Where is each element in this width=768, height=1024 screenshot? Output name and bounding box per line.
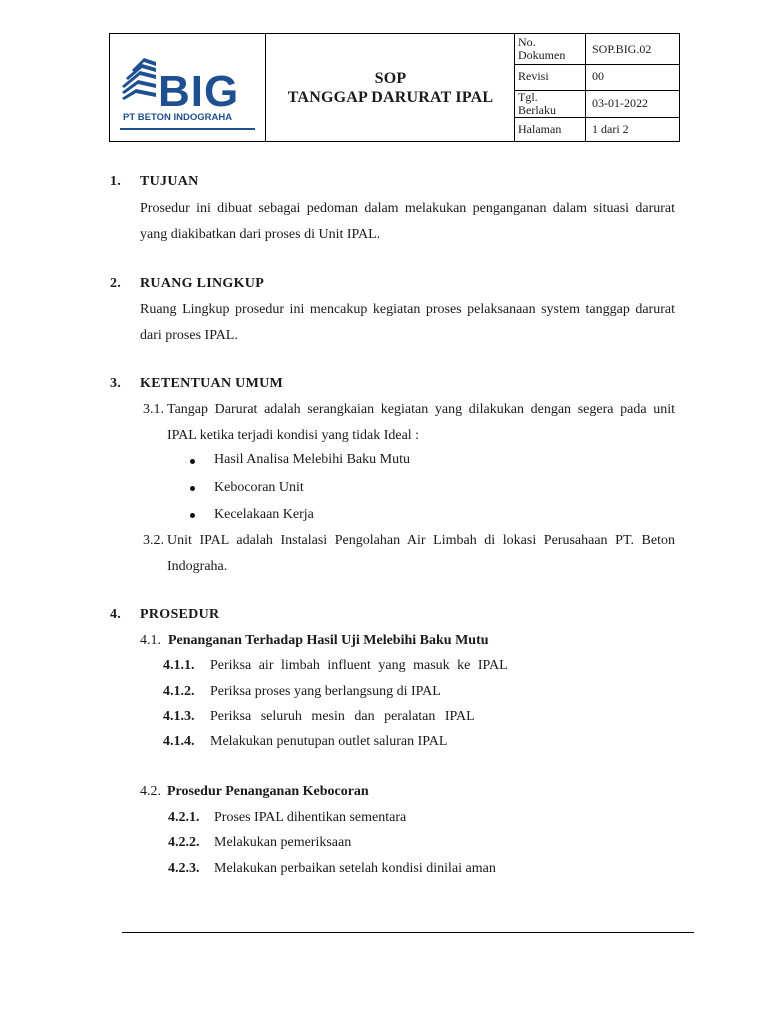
step-text: Periksa air limbah influent yang masuk ke IPAL bbox=[210, 658, 508, 673]
meta-label-tgl-berlaku: Tgl. Berlaku bbox=[518, 90, 556, 117]
big-logo-icon bbox=[110, 34, 265, 141]
section-number: 3. bbox=[110, 376, 122, 391]
section-title: PROSEDUR bbox=[140, 607, 220, 622]
meta-value-no-dokumen: SOP.BIG.02 bbox=[592, 42, 652, 56]
logo-subtext: PT BETON INDOGRAHA bbox=[123, 112, 233, 123]
item-number: 3.2. bbox=[143, 533, 164, 548]
header-row-divider bbox=[514, 64, 679, 65]
section-title: RUANG LINGKUP bbox=[140, 276, 265, 291]
bullet-item: Kebocoran Unit bbox=[214, 480, 304, 495]
section-2-text: Ruang Lingkup prosedur ini mencakup kegiatan proses pelaksanaan system tanggap darurat dari proses IPAL. bbox=[140, 302, 675, 343]
section-number: 1. bbox=[110, 174, 122, 189]
step-text: Melakukan perbaikan setelah kondisi dinilai aman bbox=[214, 861, 496, 876]
section-number: 4. bbox=[110, 607, 122, 622]
step-number: 4.2.2. bbox=[168, 835, 200, 850]
title-line-2: TANGGAP DARURAT IPAL bbox=[287, 88, 494, 106]
item-3-2-text: Unit IPAL adalah Instalasi Pengolahan Air Limbah di lokasi Perusahaan PT. Beton Indograha. bbox=[167, 533, 675, 574]
document-header-table bbox=[109, 33, 680, 142]
company-logo bbox=[110, 34, 265, 141]
subsection-number: 4.1. bbox=[140, 633, 161, 648]
item-number: 3.1. bbox=[143, 402, 164, 417]
step-text: Melakukan pemeriksaan bbox=[214, 835, 352, 850]
bullet-dot-icon bbox=[190, 459, 195, 464]
title-line-1: SOP bbox=[374, 69, 407, 87]
section-title: KETENTUAN UMUM bbox=[140, 376, 284, 391]
subsection-title: Penanganan Terhadap Hasil Uji Melebihi Baku Mutu bbox=[168, 633, 489, 648]
document-title bbox=[266, 34, 515, 141]
section-number: 2. bbox=[110, 276, 122, 291]
meta-label-halaman: Halaman bbox=[518, 122, 562, 136]
step-number: 4.2.1. bbox=[168, 810, 200, 825]
footer-divider bbox=[122, 932, 694, 933]
section-title: TUJUAN bbox=[140, 174, 199, 189]
section-1-text: Prosedur ini dibuat sebagai pedoman dalam melakukan penganganan dalam situasi darurat yang diakibatkan dari proses di Unit IPAL. bbox=[140, 201, 675, 242]
meta-value-tgl-berlaku: 03-01-2022 bbox=[592, 96, 648, 110]
step-number: 4.1.4. bbox=[163, 734, 195, 749]
meta-label-revisi: Revisi bbox=[518, 69, 549, 83]
meta-label-no-dokumen: No. Dokumen bbox=[518, 35, 566, 62]
item-3-1-text: Tangap Darurat adalah serangkaian kegiatan yang dilakukan dengan segera pada unit IPAL ketika terjadi kondisi yang tidak Ideal : bbox=[167, 402, 675, 443]
meta-value-revisi: 00 bbox=[592, 69, 604, 83]
step-text: Periksa proses yang berlangsung di IPAL bbox=[210, 684, 441, 699]
subsection-number: 4.2. bbox=[140, 784, 161, 799]
step-number: 4.1.3. bbox=[163, 709, 195, 724]
meta-value-halaman: 1 dari 2 bbox=[592, 122, 629, 136]
subsection-title: Prosedur Penanganan Kebocoran bbox=[167, 784, 369, 799]
bullet-item: Kecelakaan Kerja bbox=[214, 507, 314, 522]
step-text: Melakukan penutupan outlet saluran IPAL bbox=[210, 734, 448, 749]
bullet-item: Hasil Analisa Melebihi Baku Mutu bbox=[214, 452, 410, 467]
step-number: 4.1.2. bbox=[163, 684, 195, 699]
step-number: 4.2.3. bbox=[168, 861, 200, 876]
bullet-dot-icon bbox=[190, 486, 195, 491]
step-text: Proses IPAL dihentikan sementara bbox=[214, 810, 407, 825]
bullet-dot-icon bbox=[190, 513, 195, 518]
step-text: Periksa seluruh mesin dan peralatan IPAL bbox=[210, 709, 475, 724]
step-number: 4.1.1. bbox=[163, 658, 195, 673]
header-divider bbox=[585, 34, 586, 141]
header-row-divider bbox=[514, 117, 679, 118]
logo-wordmark: BIG bbox=[158, 67, 240, 116]
